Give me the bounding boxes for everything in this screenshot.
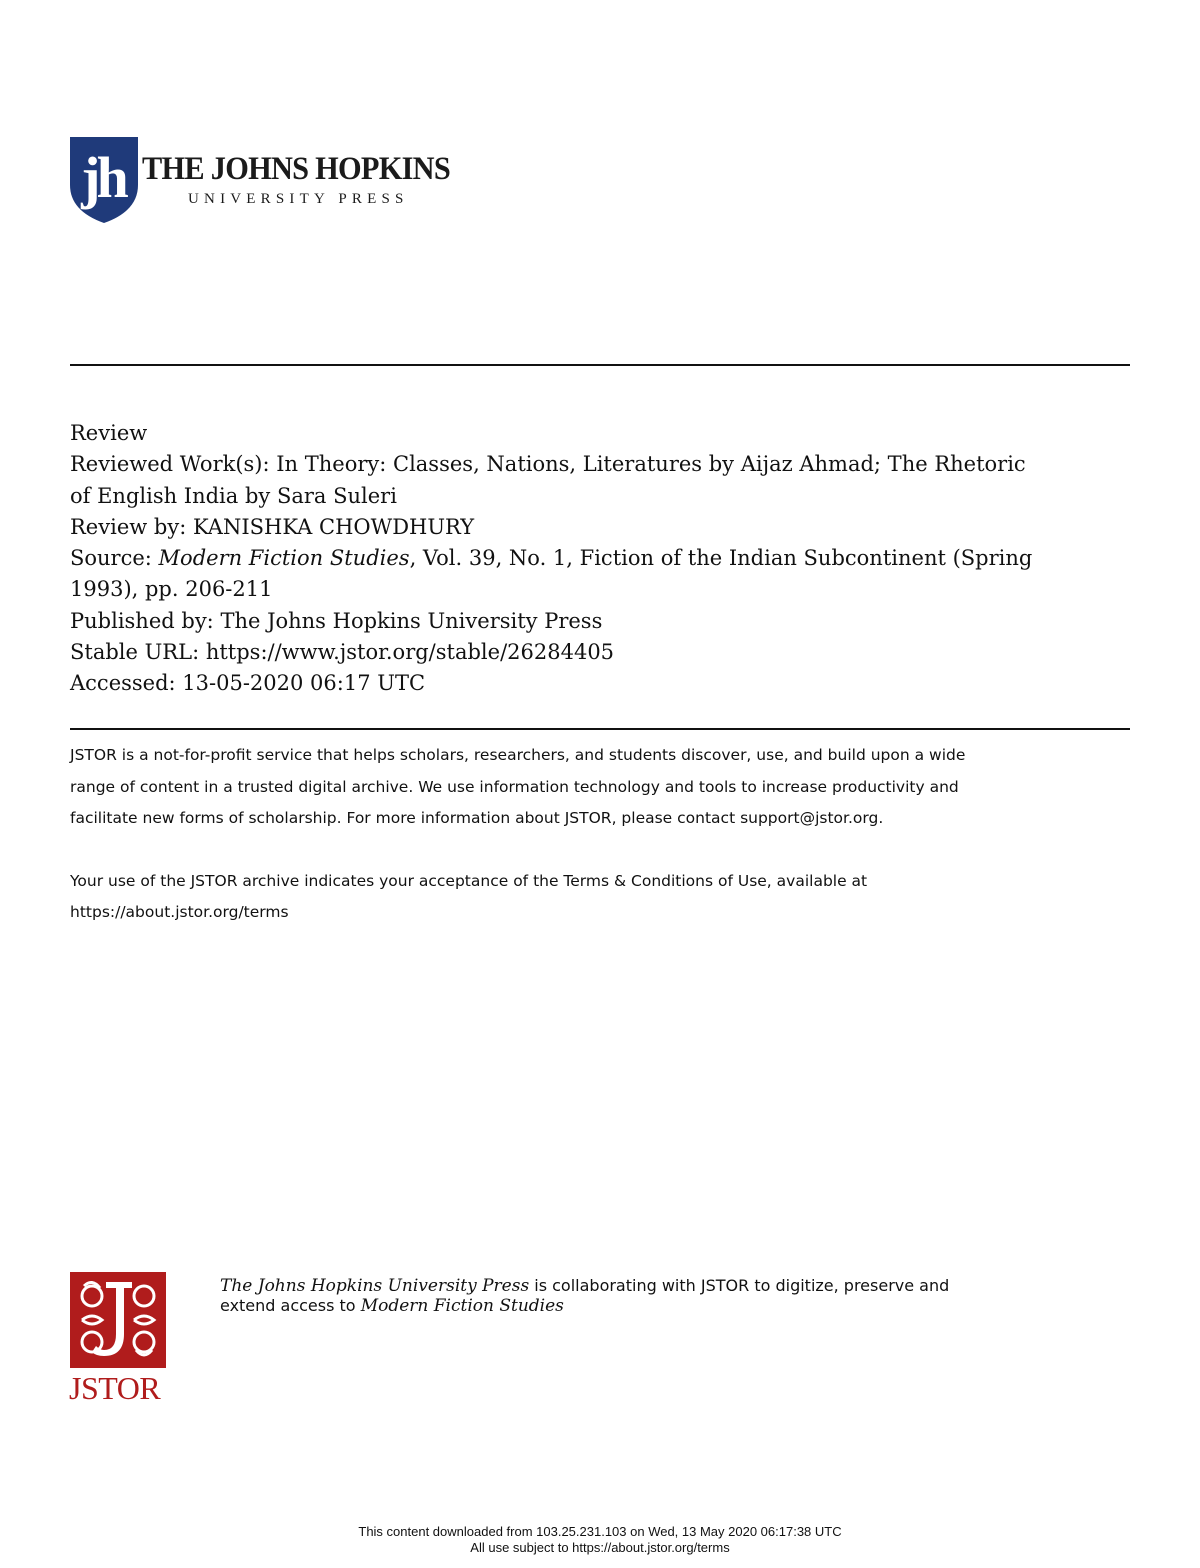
accessed-line: Accessed: 13-05-2020 06:17 UTC — [70, 671, 426, 696]
jstor-logo — [70, 1272, 170, 1407]
jh-shield-icon — [70, 137, 138, 223]
published-by-line: Published by: The Johns Hopkins University Press — [70, 608, 603, 633]
collab-publisher: The Johns Hopkins University Press — [220, 1276, 530, 1296]
terms-link[interactable]: https://about.jstor.org/terms — [70, 903, 289, 921]
reviewed-works-line: Reviewed Work(s): In Theory: Classes, Nations, Literatures by Aijaz Ahmad; The Rhetoric — [70, 452, 1026, 477]
source-line-2: 1993), pp. 206-211 — [70, 577, 273, 602]
stable-url-link[interactable]: https://www.jstor.org/stable/26284405 — [199, 640, 615, 665]
middle-divider — [70, 728, 1130, 730]
svg-text:jh: jh — [81, 145, 125, 210]
publisher-name-line2: UNIVERSITY PRESS — [188, 191, 409, 207]
notice-paragraph-1: JSTOR is a not-for-profit service that helps scholars, researchers, and students discover, use, and build upon a wide range of content in a trusted digital archive. We use information technology and tools to increase productivity and facilitate new forms of scholarship. For more information about JSTOR, please contact support@jstor.org. — [70, 746, 966, 827]
collab-journal: Modern Fiction Studies — [360, 1296, 564, 1316]
jstor-notice — [70, 740, 1130, 929]
source-journal: Modern Fiction Studies — [158, 546, 410, 571]
jstor-emblem-icon — [70, 1272, 166, 1368]
top-divider — [70, 364, 1130, 366]
download-footer — [0, 1524, 1200, 1556]
notice-paragraph-2: Your use of the JSTOR archive indicates your acceptance of the Terms & Conditions of Use, available at https://about.jstor.org/terms — [70, 866, 1130, 929]
jstor-wordmark: JSTOR — [69, 1370, 161, 1406]
collaboration-note: The Johns Hopkins University Press is collaborating with JSTOR to digitize, preserve and extend access to Modern Fiction Studies — [220, 1276, 950, 1316]
citation-block — [70, 418, 1130, 700]
publisher-name-line1: THE JOHNS HOPKINS — [142, 151, 451, 187]
footer-download-info: This content downloaded from 103.25.231.103 on Wed, 13 May 2020 06:17:38 UTC — [358, 1524, 842, 1539]
source-line: Source: Modern Fiction Studies, Vol. 39, No. 1, Fiction of the Indian Subcontinent (Spring — [70, 546, 1033, 571]
reviewed-works-line-2: of English India by Sara Suleri — [70, 483, 397, 508]
stable-url-line: Stable URL: https://www.jstor.org/stable/26284405 — [70, 640, 615, 665]
footer-terms: All use subject to https://about.jstor.org/terms — [470, 1540, 730, 1555]
review-by-line: Review by: KANISHKA CHOWDHURY — [70, 514, 475, 539]
citation-type: Review — [70, 421, 148, 445]
publisher-logo — [70, 137, 451, 223]
